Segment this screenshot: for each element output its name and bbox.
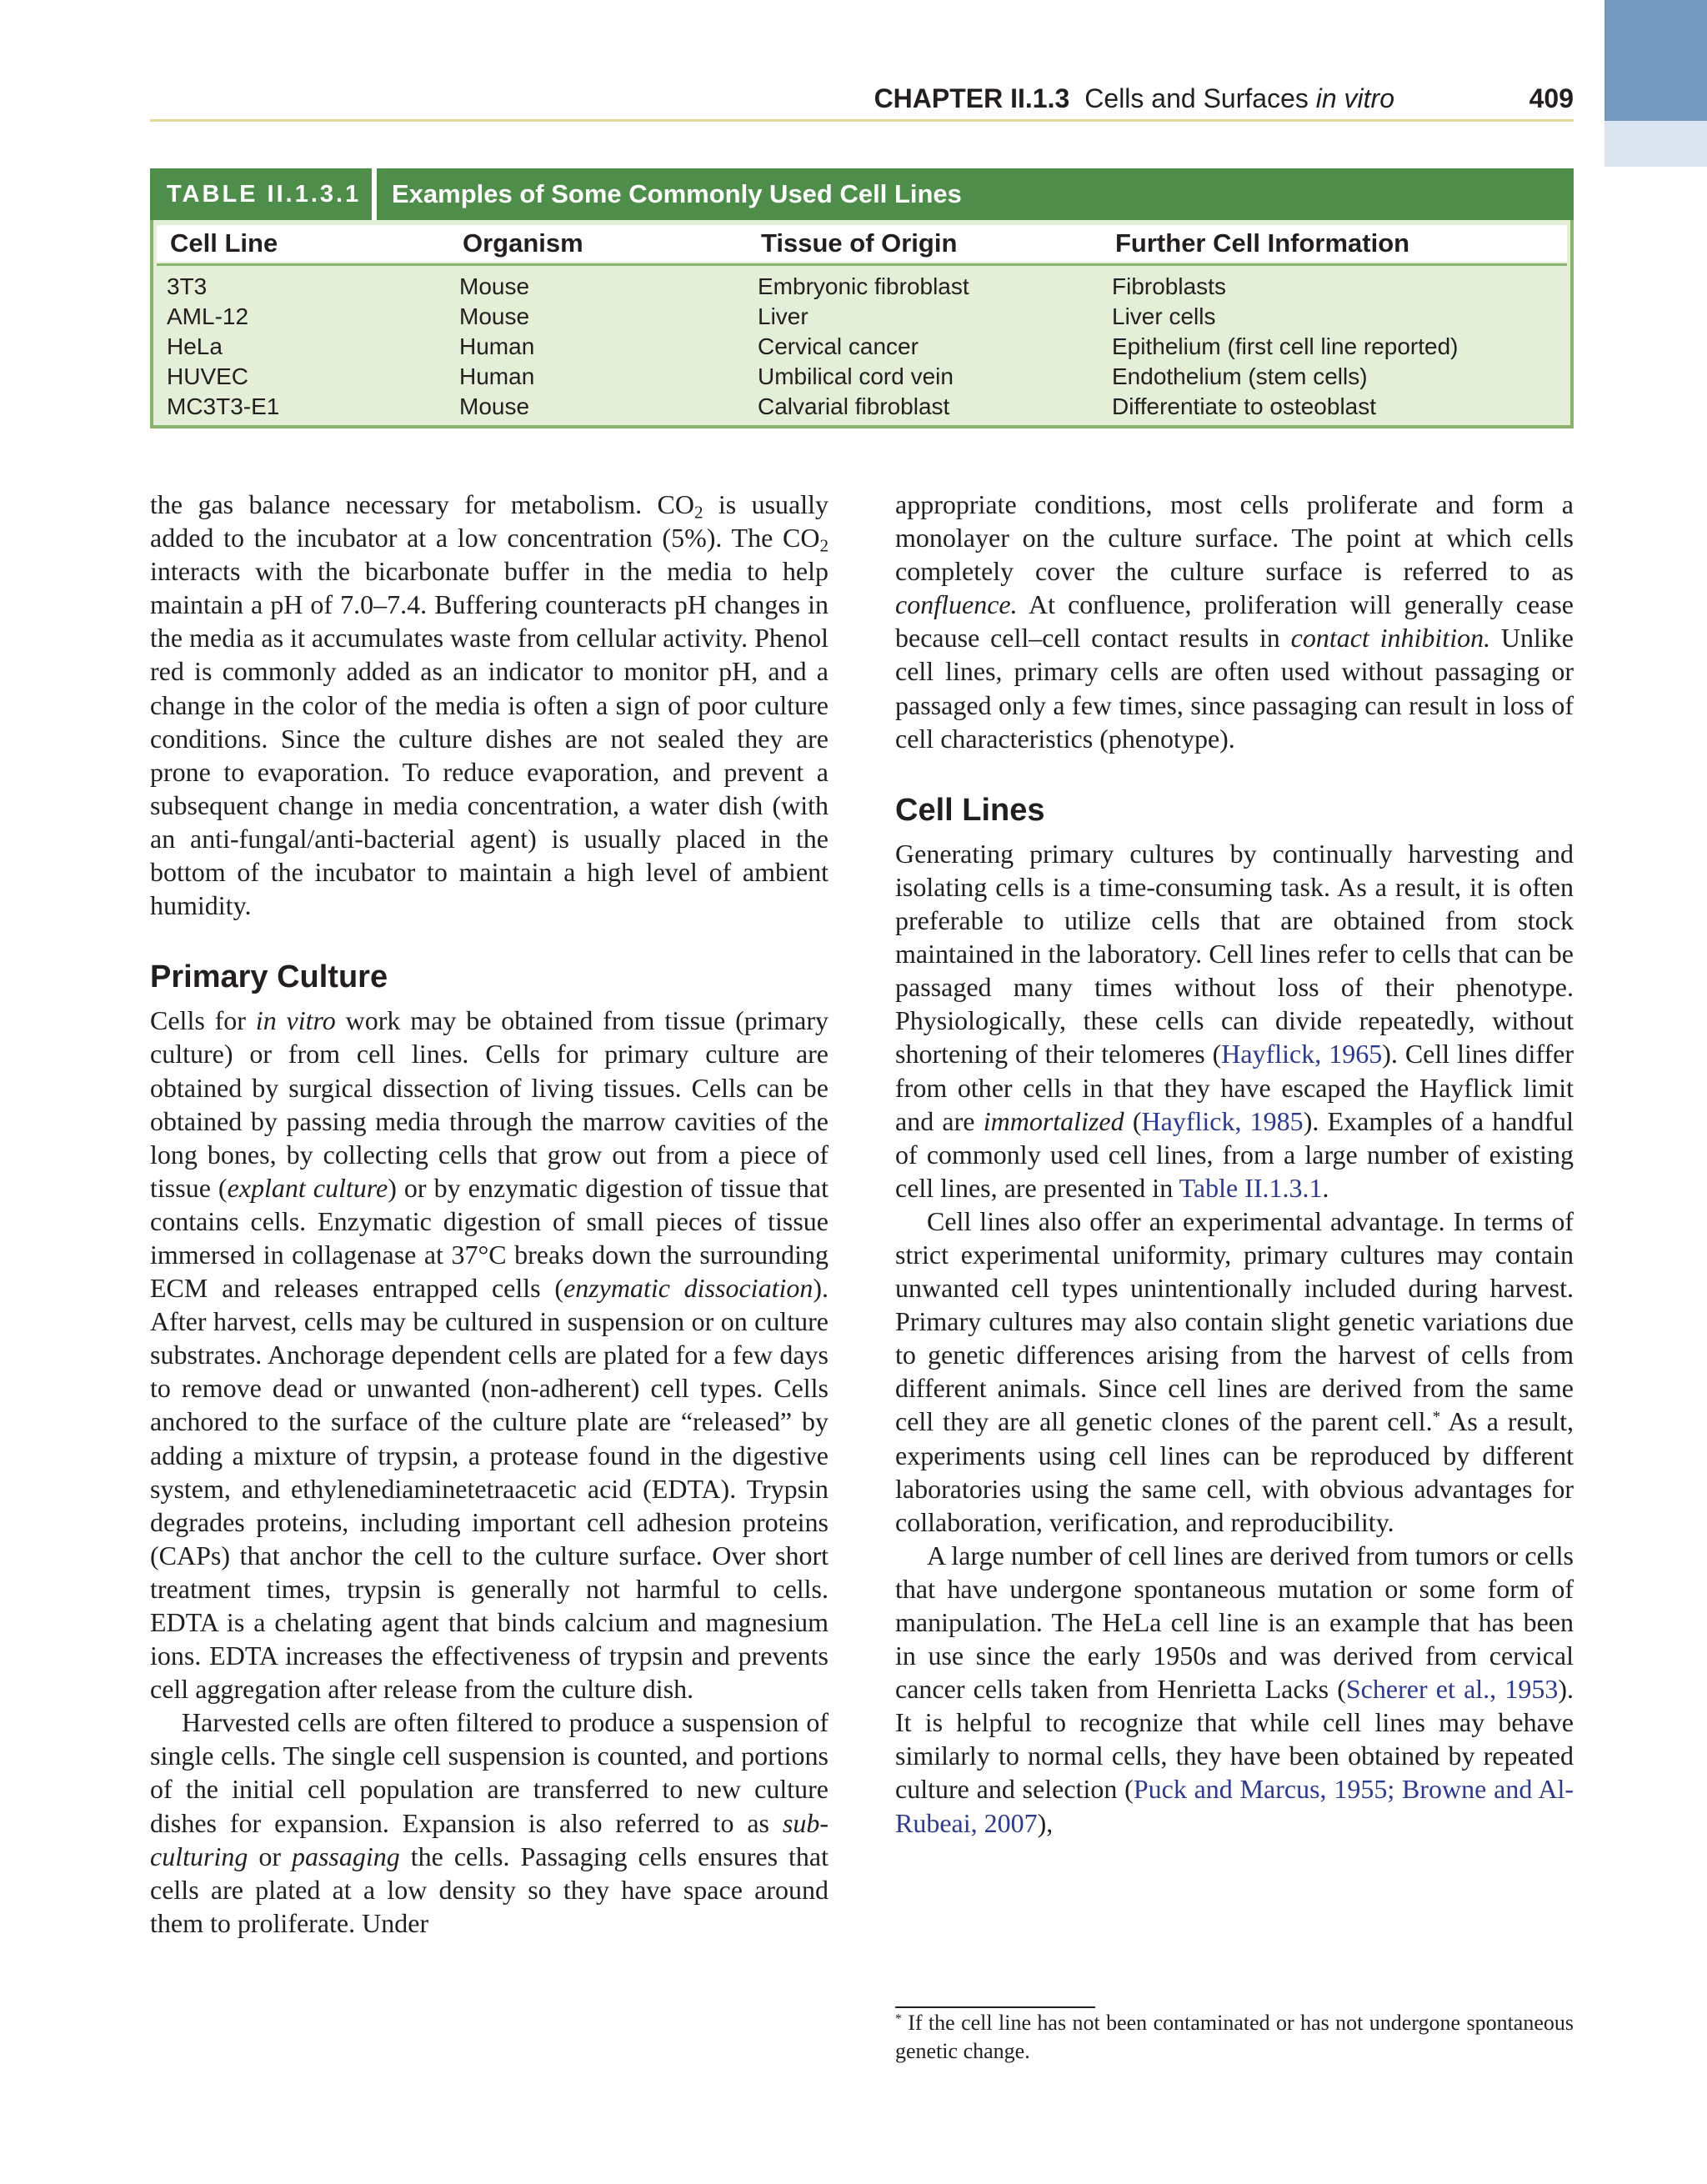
- paragraph-experimental-advantage: [895, 1205, 1574, 1539]
- table-cell: AML-12: [167, 303, 249, 329]
- emphasis: confluence.: [895, 589, 1018, 620]
- text-run: ). Examples of a handful of commonly used cell lines, from a large number of existing cell lines, are presented in: [895, 1105, 1574, 1203]
- table-cell: HeLa: [167, 333, 223, 359]
- right-column: [895, 488, 1574, 1840]
- emphasis: immortalized: [983, 1105, 1124, 1136]
- table-label: TABLE II.1.3.1: [150, 168, 372, 220]
- text-run: ),: [1037, 1807, 1054, 1838]
- table-cell: Human: [459, 333, 535, 359]
- page-number: 409: [1529, 83, 1574, 113]
- text-run: ). It is helpful to recognize that while cell lines may behave similarly to normal cells, they have been obtained by repeated culture and selection (: [895, 1674, 1574, 1805]
- paragraph-primary-culture: [150, 1004, 828, 1706]
- table-cell: Mouse: [459, 303, 530, 329]
- subscript: 2: [693, 502, 703, 523]
- chapter-title: Cells and Surfaces: [1084, 83, 1309, 113]
- text-run: .: [1322, 1172, 1329, 1203]
- text-run: Harvested cells are often filtered to produce a suspension of single cells. The single cell suspension is counted, and portions of the initial cell population are transferred to new culture dishes for expansion. Expansion is also referred to as: [150, 1707, 828, 1838]
- text-run: ) or by enzymatic digestion of tissue that contains cells. Enzymatic digestion of small pieces of tissue immersed in collagenase at 37°C breaks down the surrounding ECM and releases entrapped cells (: [150, 1172, 829, 1304]
- table-caption: Examples of Some Commonly Used Cell Lines: [377, 168, 1574, 220]
- table-row: [153, 332, 1570, 362]
- table-cell: Umbilical cord vein: [758, 363, 954, 389]
- table-cell: Liver: [758, 303, 808, 329]
- text-run: is usually added to the incubator at a low concentration (5%). The CO: [150, 489, 828, 554]
- page-tab-light: [1604, 121, 1707, 167]
- paragraph-cell-lines: [895, 837, 1574, 1205]
- table-header-rule: [157, 263, 1567, 266]
- running-header: [150, 80, 1574, 120]
- text-run: Cells for: [150, 1005, 256, 1036]
- footnote-text: If the cell line has not been contaminated or has not undergone spontaneous genetic change.: [895, 2011, 1574, 2063]
- table-body: [150, 220, 1574, 428]
- table-header-row: [157, 225, 1567, 262]
- table-header-cell: Tissue of Origin: [761, 228, 958, 258]
- text-run: Generating primary cultures by continually harvesting and isolating cells is a time-consuming task. As a result, it is often preferable to utilize cells that are obtained from stock maintained in the laboratory. Cell lines refer to cells that can be passaged many times without loss of their phenotype. Physiologically, these cells can divide repeatedly, without shortening of their telomeres (: [895, 838, 1574, 1069]
- subscript: 2: [819, 535, 828, 556]
- text-run: work may be obtained from tissue (primary culture) or from cell lines. Cells for primary culture are obtained by surgical dissection of living tissues. Cells can be obtained by passing media through the marrow cavities of the long bones, by collecting cells that grow out from a piece of tissue (: [150, 1005, 829, 1203]
- emphasis: passaging: [291, 1841, 400, 1871]
- table-cell: HUVEC: [167, 363, 249, 389]
- text-run: As a result, experiments using cell lines can be reproduced by different laboratories using the same cell, with obvious advantages for collaboration, verification, and reproducibility.: [895, 1406, 1574, 1537]
- emphasis: sub-culturing: [150, 1807, 828, 1871]
- footnote: [895, 2009, 1574, 2066]
- table-row: [153, 362, 1570, 392]
- text-run: or: [248, 1841, 292, 1871]
- table-cell: Liver cells: [1112, 303, 1216, 329]
- header-rule: [150, 119, 1574, 122]
- table-cell: Epithelium (first cell line reported): [1112, 333, 1459, 359]
- paragraph-confluence: [895, 488, 1574, 755]
- chapter-title-em: in vitro: [1315, 83, 1394, 113]
- table-cell: Fibroblasts: [1112, 273, 1226, 299]
- table-row: [153, 302, 1570, 332]
- table-header-cell: Cell Line: [170, 228, 278, 258]
- citation-link[interactable]: Hayflick, 1985: [1141, 1105, 1304, 1136]
- text-run: interacts with the bicarbonate buffer in the media to help maintain a pH of 7.0–7.4. Buffering counteracts pH changes in the media as it accumulates waste from cellular activity. Phenol red is commonly added as an indicator to monitor pH, and a change in the color of the media is often a sign of poor culture conditions. Since the culture dishes are not sealed they are prone to evaporation. To reduce evaporation, and prevent a subsequent change in media concentration, a water dish (with an anti-fungal/anti-bacterial agent) is usually placed in the bottom of the incubator to maintain a high level of ambient humidity.: [150, 556, 828, 921]
- paragraph-tumor-derived: [895, 1539, 1574, 1840]
- table-cell: Mouse: [459, 393, 530, 419]
- citation-link[interactable]: Puck and Marcus, 1955; Browne and Al-Rubeai, 2007: [895, 1774, 1574, 1838]
- chapter-label: CHAPTER II.1.3: [874, 83, 1070, 113]
- table-cell: Calvarial fibroblast: [758, 393, 950, 419]
- footnote-rule: [895, 2006, 1095, 2008]
- footnote-marker: *: [895, 2011, 902, 2026]
- text-run: appropriate conditions, most cells proliferate and form a monolayer on the culture surface. The point at which cells completely cover the culture surface is referred to as: [895, 489, 1574, 587]
- table-cell: Endothelium (stem cells): [1112, 363, 1368, 389]
- table-title-bar: [150, 168, 1574, 220]
- citation-link[interactable]: Scherer et al., 1953: [1345, 1674, 1559, 1705]
- text-run: Unlike cell lines, primary cells are often used without passaging or passaged only a few times, since passaging can result in loss of cell characteristics (phenotype).: [895, 623, 1574, 754]
- left-column: [150, 488, 828, 1940]
- cell-lines-table: [150, 168, 1574, 428]
- heading-cell-lines: Cell Lines: [895, 792, 1045, 828]
- emphasis: enzymatic dissociation: [563, 1273, 813, 1304]
- table-cell: Mouse: [459, 273, 530, 299]
- text-run: (: [1124, 1105, 1142, 1136]
- table-cell: Human: [459, 363, 535, 389]
- table-header-cell: Organism: [463, 228, 583, 258]
- table-cell: Differentiate to osteoblast: [1112, 393, 1377, 419]
- text-run: At confluence, proliferation will generally cease because cell–cell contact results in: [895, 589, 1574, 654]
- paragraph-gas-balance: [150, 488, 828, 922]
- table-row: [153, 272, 1570, 302]
- text-run: A large number of cell lines are derived from tumors or cells that have undergone spontaneous mutation or some form of manipulation. The HeLa cell line is an example that has been in use since the early 1950s and was derived from cervical cancer cells taken from Henrietta Lacks (: [895, 1540, 1574, 1705]
- text-run: the gas balance necessary for metabolism. CO: [150, 489, 694, 519]
- text-run: ). After harvest, cells may be cultured in suspension or on culture substrates. Anchorage dependent cells are plated for a few days to remove dead or unwanted (non-adherent) cell types. Cells anchored to the surface of the culture plate are “released” by adding a mixture of trypsin, a protease found in the digestive system, and ethylenediaminetetraacetic acid (EDTA). Trypsin degrades proteins, including important cell adhesion proteins (CAPs) that anchor the cell to the culture surface. Over short treatment times, trypsin is generally not harmful to cells. EDTA is a chelating agent that binds calcium and magnesium ions. EDTA increases the effectiveness of trypsin and prevents cell aggregation after release from the culture dish.: [150, 1273, 829, 1705]
- paragraph-harvested-cells: [150, 1706, 828, 1940]
- chapter-heading: [874, 83, 1394, 114]
- table-cell: MC3T3-E1: [167, 393, 280, 419]
- citation-link[interactable]: Hayflick, 1965: [1221, 1039, 1383, 1069]
- emphasis: contact inhibition.: [1290, 623, 1491, 654]
- table-header-cell: Further Cell Information: [1115, 228, 1410, 258]
- text-run: Cell lines also offer an experimental advantage. In terms of strict experimental uniformity, primary cultures may contain unwanted cell types unintentionally included during harvest. Primary cultures may also contain slight genetic variations due to genetic differences arising from the harvest of cells from different animals. Since cell lines are derived from the same cell they are all genetic clones of the parent cell.: [895, 1205, 1574, 1437]
- text-run: the cells. Passaging cells ensures that cells are plated at a low density so they have space around them to proliferate. Under: [150, 1841, 829, 1938]
- table-cell: Embryonic fibroblast: [758, 273, 969, 299]
- footnote-marker: *: [1432, 1408, 1441, 1426]
- emphasis: in vitro: [255, 1005, 336, 1036]
- emphasis: explant culture: [227, 1172, 388, 1203]
- table-cell: Cervical cancer: [758, 333, 919, 359]
- table-cell: 3T3: [167, 273, 208, 299]
- table-reference-link[interactable]: Table II.1.3.1: [1179, 1172, 1323, 1203]
- heading-primary-culture: Primary Culture: [150, 959, 388, 995]
- page-tab-dark: [1604, 0, 1707, 121]
- table-row: [153, 392, 1570, 422]
- text-run: ). Cell lines differ from other cells in that they have escaped the Hayflick limit and are: [895, 1039, 1574, 1136]
